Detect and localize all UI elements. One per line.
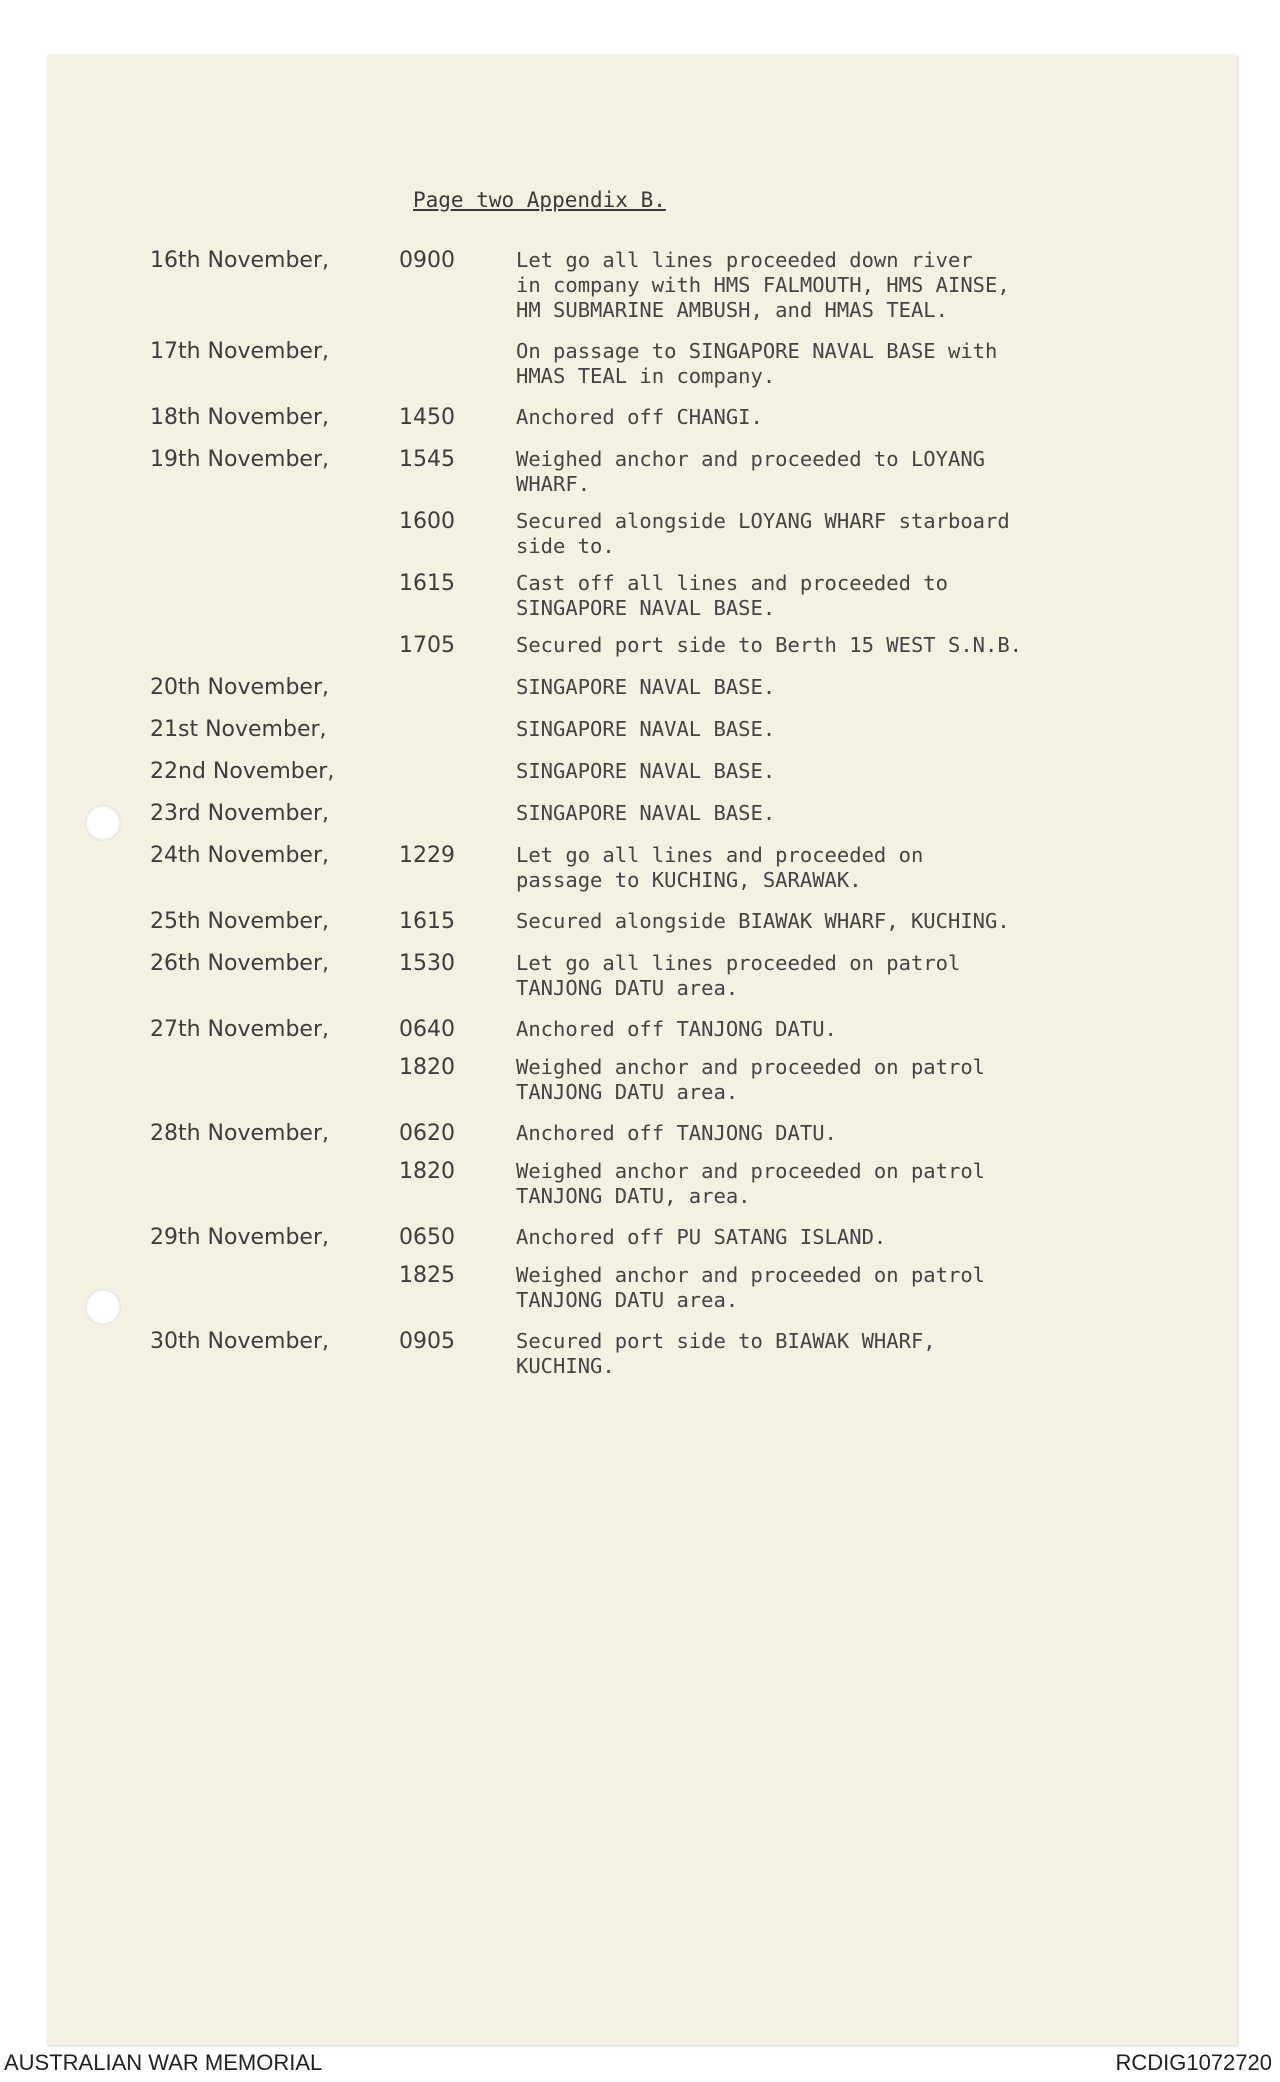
log-line: [150, 801, 1150, 827]
entry-date: 18th November,: [150, 405, 329, 430]
entry-time: 1545: [399, 447, 455, 472]
log-entry: [150, 339, 1150, 389]
entry-time: 1820: [399, 1055, 455, 1080]
entry-text: Weighed anchor and proceeded on patrol TANJONG DATU, area.: [516, 1159, 985, 1208]
entry-text: SINGAPORE NAVAL BASE.: [516, 717, 776, 741]
entry-time: 1600: [399, 509, 455, 534]
entry-text: Cast off all lines and proceeded to SINGAPORE NAVAL BASE.: [516, 571, 948, 620]
entry-date: 20th November,: [150, 675, 329, 700]
log-line: [150, 1055, 1150, 1105]
log-line: [150, 447, 1150, 497]
entry-text: Weighed anchor and proceeded on patrol TANJONG DATU area.: [516, 1055, 985, 1104]
log-entry: [150, 843, 1150, 893]
log-line: [150, 1159, 1150, 1209]
entry-time: 1615: [399, 909, 455, 934]
entry-text: Secured port side to Berth 15 WEST S.N.B.: [516, 633, 1023, 657]
log-entry: [150, 1017, 1150, 1105]
entry-time: 1615: [399, 571, 455, 596]
entry-text: Weighed anchor and proceeded to LOYANG WHARF.: [516, 447, 985, 496]
entry-time: 0900: [399, 248, 455, 273]
log-entry: [150, 801, 1150, 827]
entry-text: On passage to SINGAPORE NAVAL BASE with HMAS TEAL in company.: [516, 339, 998, 388]
log-entry: [150, 447, 1150, 659]
log-line: [150, 843, 1150, 893]
entry-date: 21st November,: [150, 717, 327, 742]
entry-date: 22nd November,: [150, 759, 335, 784]
log-line: [150, 509, 1150, 559]
log-entry: [150, 1225, 1150, 1313]
entry-time: 0620: [399, 1121, 455, 1146]
entry-text: Anchored off TANJONG DATU.: [516, 1017, 837, 1041]
entry-date: 28th November,: [150, 1121, 329, 1146]
entry-time: 0640: [399, 1017, 455, 1042]
log-entry: [150, 717, 1150, 743]
log-line: [150, 675, 1150, 701]
entry-date: 17th November,: [150, 339, 329, 364]
log-entry: [150, 1121, 1150, 1209]
log-line: [150, 1225, 1150, 1251]
entry-text: Anchored off CHANGI.: [516, 405, 763, 429]
log-entry: [150, 759, 1150, 785]
entry-text: SINGAPORE NAVAL BASE.: [516, 759, 776, 783]
entry-date: 19th November,: [150, 447, 329, 472]
entry-text: Anchored off TANJONG DATU.: [516, 1121, 837, 1145]
log-entry: [150, 951, 1150, 1001]
entry-time: 1705: [399, 633, 455, 658]
log-line: [150, 248, 1150, 323]
entry-time: 1825: [399, 1263, 455, 1288]
log-line: [150, 1017, 1150, 1043]
footer-reference: RCDIG1072720: [1115, 2050, 1272, 2075]
entry-date: 24th November,: [150, 843, 329, 868]
entry-time: 1229: [399, 843, 455, 868]
entry-text: Let go all lines and proceeded on passage to KUCHING, SARAWAK.: [516, 843, 924, 892]
footer-source: AUSTRALIAN WAR MEMORIAL: [4, 2050, 323, 2075]
log-entry: [150, 1329, 1150, 1379]
log-line: [150, 951, 1150, 1001]
entry-date: 16th November,: [150, 248, 329, 273]
entry-time: 1820: [399, 1159, 455, 1184]
entry-text: SINGAPORE NAVAL BASE.: [516, 675, 776, 699]
entry-text: Weighed anchor and proceeded on patrol TANJONG DATU area.: [516, 1263, 985, 1312]
log-line: [150, 717, 1150, 743]
entry-time: 1450: [399, 405, 455, 430]
entry-date: 30th November,: [150, 1329, 329, 1354]
entry-text: Anchored off PU SATANG ISLAND.: [516, 1225, 887, 1249]
log-entry: [150, 248, 1150, 323]
log-entry: [150, 675, 1150, 701]
log-line: [150, 759, 1150, 785]
log-line: [150, 633, 1150, 659]
entry-text: Secured alongside BIAWAK WHARF, KUCHING.: [516, 909, 1010, 933]
entry-date: 29th November,: [150, 1225, 329, 1250]
entry-text: SINGAPORE NAVAL BASE.: [516, 801, 776, 825]
entry-date: 25th November,: [150, 909, 329, 934]
entry-text: Secured port side to BIAWAK WHARF, KUCHING.: [516, 1329, 936, 1378]
log-line: [150, 1329, 1150, 1379]
punch-hole-bottom: [85, 1289, 121, 1325]
log-line: [150, 405, 1150, 431]
entry-text: Let go all lines proceeded down river in company with HMS FALMOUTH, HMS AINSE, HM SUBMARINE AMBUSH, and HMAS TEAL.: [516, 248, 1010, 322]
log-entries: [150, 248, 1150, 1395]
entry-time: 1530: [399, 951, 455, 976]
entry-date: 27th November,: [150, 1017, 329, 1042]
log-line: [150, 1263, 1150, 1313]
entry-text: Secured alongside LOYANG WHARF starboard side to.: [516, 509, 1010, 558]
log-line: [150, 909, 1150, 935]
log-line: [150, 1121, 1150, 1147]
log-line: [150, 339, 1150, 389]
entry-time: 0905: [399, 1329, 455, 1354]
log-line: [150, 571, 1150, 621]
entry-time: 0650: [399, 1225, 455, 1250]
log-entry: [150, 405, 1150, 431]
entry-text: Let go all lines proceeded on patrol TANJONG DATU area.: [516, 951, 961, 1000]
log-entry: [150, 909, 1150, 935]
punch-hole-top: [85, 805, 121, 841]
entry-date: 23rd November,: [150, 801, 330, 826]
page-heading: Page two Appendix B.: [413, 188, 666, 212]
entry-date: 26th November,: [150, 951, 329, 976]
